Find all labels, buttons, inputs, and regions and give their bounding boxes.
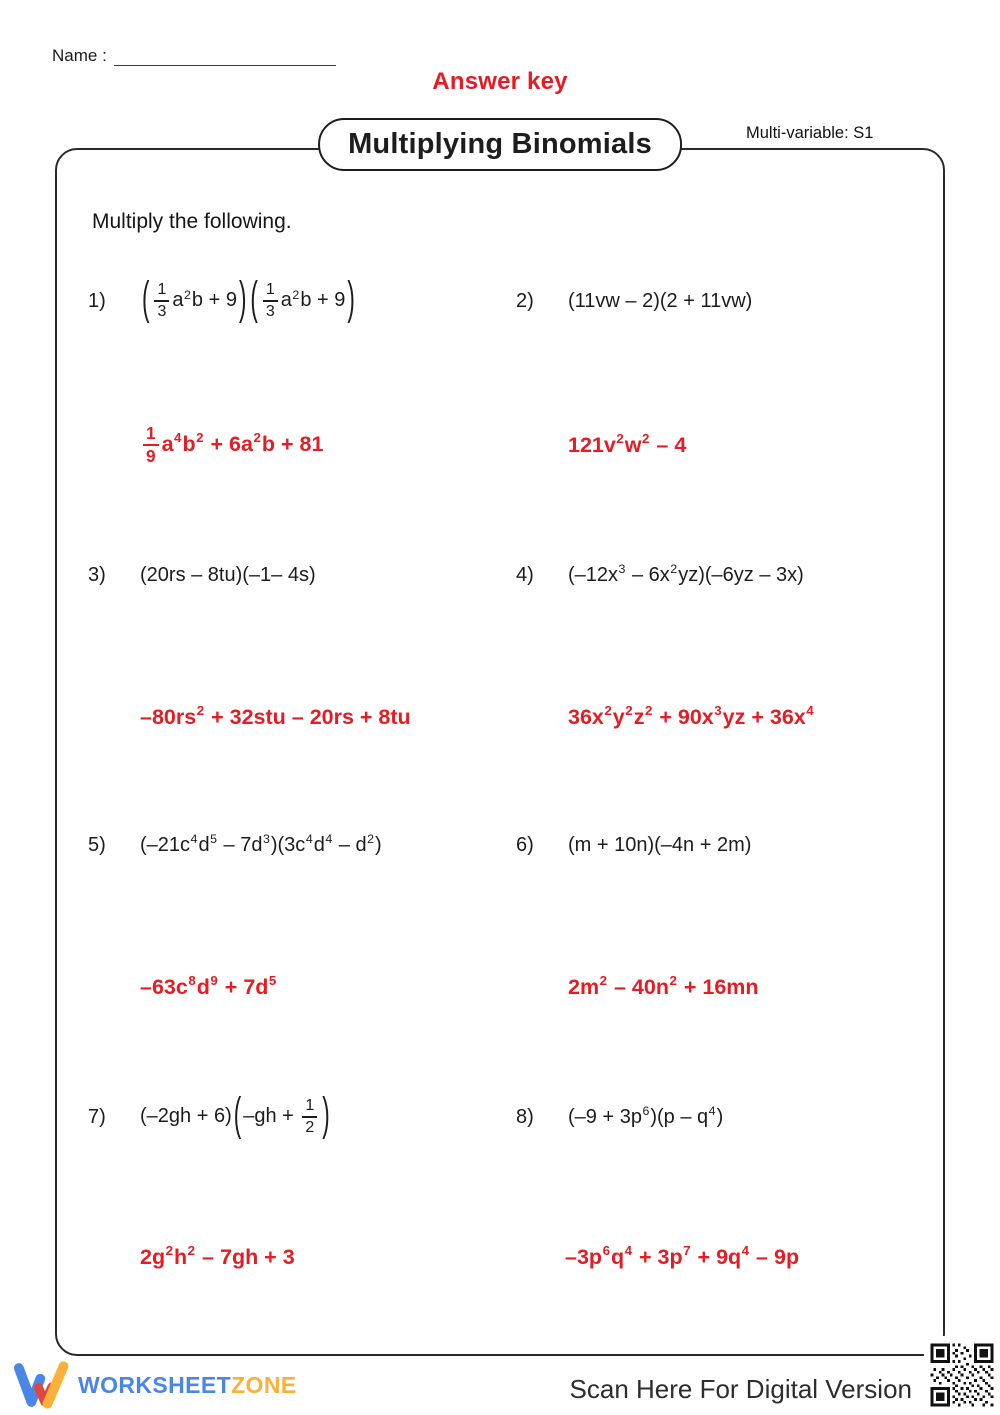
worksheet-zone-w-icon: [14, 1360, 72, 1410]
problem-expression: (11vw – 2)(2 + 11vw): [568, 289, 753, 312]
brand-zone: ZONE: [231, 1371, 297, 1398]
problem-row-3-4: [0, 550, 1000, 600]
answer-expression: $2m^2 - 40n^2 + 16mn$: [568, 973, 759, 999]
answer-row-5-6: [0, 962, 1000, 1012]
problem-expression: $(-21c^4d^5 - 7d^3)(3c^4d^4 - d^2)$: [140, 831, 382, 856]
qr-code: [924, 1336, 1000, 1414]
problem-8: [516, 1082, 723, 1152]
answer-expression: $2g^2h^2 - 7gh + 3$: [140, 1243, 295, 1269]
answer-expression: $-80rs^2 + 32stu - 20rs + 8tu$: [140, 703, 411, 729]
problem-expression: (–2gh + 6)( –gh + $\frac{1}{2}$ ): [140, 1088, 330, 1140]
answer-row-1-2: [0, 414, 1000, 476]
answer-row-7-8: [0, 1232, 1000, 1282]
answer-expression: $-63c^8d^9 + 7d^5$: [140, 973, 277, 999]
problem-7: [88, 1082, 332, 1152]
answer-5: [140, 962, 277, 1012]
problem-expression: $(-9 + 3p^6)(p - q^4)$: [568, 1103, 724, 1128]
problem-row-1-2: [0, 266, 1000, 336]
answer-row-3-4: [0, 692, 1000, 742]
problem-expression: $(-12x^3 - 6x^2yz)(-6yz - 3x)$: [568, 561, 804, 586]
problem-6: [516, 820, 751, 870]
problem-4: [516, 550, 804, 600]
name-blank-line: [114, 46, 336, 66]
worksheet-title: Multiplying Binomials: [318, 118, 682, 171]
problem-3: [88, 550, 316, 600]
problem-1: [88, 266, 357, 336]
problem-row-5-6: [0, 820, 1000, 870]
problem-expression: (m + 10n)(–4n + 2m): [568, 833, 752, 856]
answer-1: [140, 414, 323, 476]
answer-6: [568, 962, 759, 1012]
problem-number: 4): [516, 563, 534, 586]
worksheet-zone-logo: [14, 1360, 297, 1410]
answer-4: [568, 692, 815, 742]
name-row: [52, 46, 336, 66]
problem-5: [88, 820, 382, 870]
problem-2: [516, 266, 752, 336]
answer-expression: $121v^2w^2 - 4$: [568, 431, 687, 457]
answer-expression: $36x^2y^2z^2 + 90x^3yz + 36x^4$: [568, 703, 814, 729]
answer-7: [140, 1232, 295, 1282]
answer-2: [568, 414, 686, 476]
problem-number: 6): [516, 833, 534, 856]
instruction-text: Multiply the following.: [92, 210, 292, 233]
problem-expression: ( $\frac{1}{3}$ $a^2b + 9$) ( $\frac{1}{3}$ $a^2b + 9$): [142, 272, 355, 324]
problem-number: 8): [516, 1105, 534, 1128]
scan-here-text: Scan Here For Digital Version: [569, 1374, 912, 1404]
problem-number: 7): [88, 1105, 106, 1128]
answer-3: [140, 692, 411, 742]
answer-key-label: Answer key: [432, 68, 568, 95]
worksheet-subtitle: Multi-variable: S1: [746, 124, 874, 142]
brand-worksheet: WORKSHEET: [78, 1371, 232, 1398]
problem-row-7-8: [0, 1082, 1000, 1152]
problem-number: 5): [88, 833, 106, 856]
answer-8: [565, 1232, 799, 1282]
problem-number: 2): [516, 289, 534, 312]
answer-expression: $-3p^6q^4 + 3p^7 + 9q^4 - 9p$: [565, 1243, 800, 1269]
problem-number: 3): [88, 563, 106, 586]
answer-expression: $\frac{1}{9}$ $a^4b^2 + 6a^2b + 81$: [140, 424, 323, 467]
problem-expression: (20rs – 8tu)(–1– 4s): [140, 563, 316, 586]
problem-number: 1): [88, 289, 106, 312]
brand-text: [78, 1372, 297, 1399]
name-label: Name :: [52, 46, 107, 65]
